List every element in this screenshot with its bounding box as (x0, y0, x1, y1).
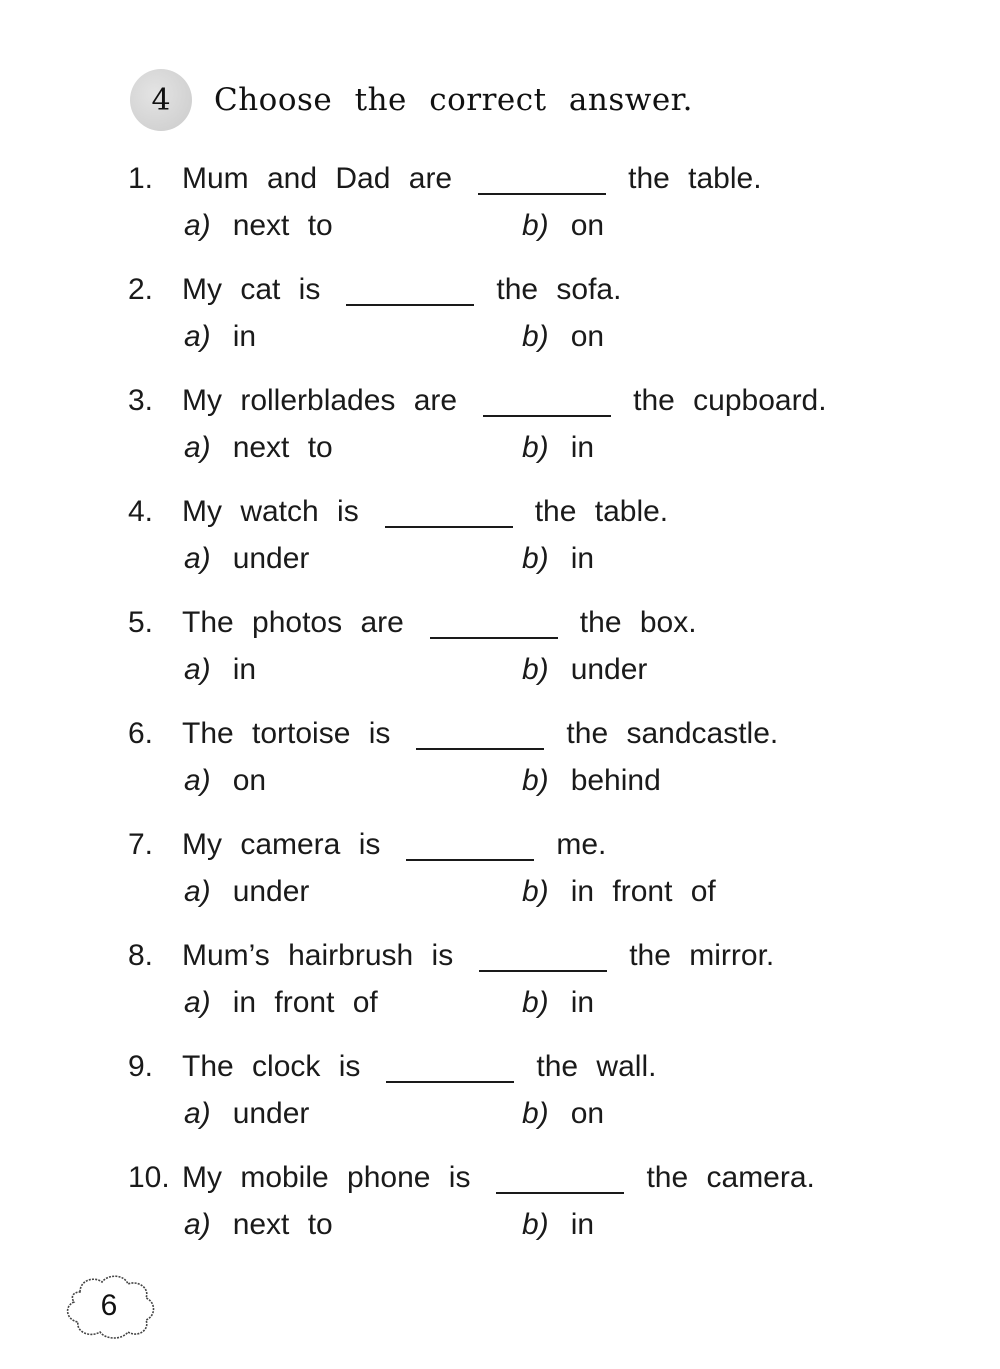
option-b[interactable] (522, 314, 604, 360)
question-number: 1. (128, 162, 154, 195)
question-text-after: the table. (628, 162, 762, 195)
answer-blank[interactable] (386, 1051, 514, 1083)
question-stem (128, 932, 774, 980)
question-text-before: The clock is (182, 1050, 361, 1083)
question-text-before: Mum and Dad are (182, 162, 453, 195)
question-number: 7. (128, 828, 154, 861)
option-text: under (232, 875, 310, 908)
option-text: behind (570, 764, 661, 797)
option-text: in (570, 542, 595, 575)
question-number: 4. (128, 495, 154, 528)
question-stem (128, 599, 697, 647)
option-b[interactable] (522, 536, 594, 582)
question-number: 5. (128, 606, 154, 639)
option-letter: a) (184, 875, 211, 908)
question-stem (128, 821, 606, 869)
exercise-number-badge: 4 (130, 69, 192, 131)
option-letter: b) (522, 764, 549, 797)
question-text-before: Mum’s hairbrush is (182, 939, 454, 972)
option-letter: b) (522, 1208, 549, 1241)
option-text: under (232, 1097, 310, 1130)
option-text: in (232, 653, 257, 686)
option-text: on (570, 320, 605, 353)
question-stem (128, 488, 668, 536)
option-letter: a) (184, 431, 211, 464)
option-letter: b) (522, 875, 549, 908)
question-list (128, 155, 928, 1265)
question-number: 2. (128, 273, 154, 306)
question-text-before: The photos are (182, 606, 404, 639)
question-stem (128, 266, 621, 314)
answer-blank[interactable] (483, 385, 611, 417)
option-letter: a) (184, 1208, 211, 1241)
option-letter: b) (522, 209, 549, 242)
option-letter: a) (184, 764, 211, 797)
answer-blank[interactable] (496, 1162, 624, 1194)
question-text-before: My camera is (182, 828, 381, 861)
option-a[interactable] (184, 869, 309, 915)
option-a[interactable] (184, 1091, 309, 1137)
question-text-after: the wall. (536, 1050, 657, 1083)
option-text: next to (232, 431, 333, 464)
option-letter: a) (184, 986, 211, 1019)
exercise-header (130, 68, 693, 132)
option-a[interactable] (184, 1202, 333, 1248)
question-stem (128, 1154, 815, 1202)
option-letter: a) (184, 653, 211, 686)
option-letter: b) (522, 986, 549, 1019)
option-b[interactable] (522, 647, 647, 693)
option-b[interactable] (522, 425, 594, 471)
option-text: under (232, 542, 310, 575)
option-text: next to (232, 1208, 333, 1241)
answer-blank[interactable] (346, 274, 474, 306)
question-item (128, 932, 928, 1043)
answer-blank[interactable] (479, 940, 607, 972)
question-item (128, 488, 928, 599)
option-letter: b) (522, 542, 549, 575)
question-text-after: me. (556, 828, 607, 861)
option-text: in front of (570, 875, 716, 908)
exercise-instruction: Choose the correct answer. (214, 82, 693, 118)
option-letter: b) (522, 653, 549, 686)
option-b[interactable] (522, 1202, 594, 1248)
question-stem (128, 155, 762, 203)
option-text: on (570, 1097, 605, 1130)
option-text: on (570, 209, 605, 242)
option-text: next to (232, 209, 333, 242)
answer-blank[interactable] (478, 163, 606, 195)
question-text-after: the camera. (646, 1161, 815, 1194)
question-text-after: the sandcastle. (566, 717, 779, 750)
question-item (128, 1154, 928, 1265)
question-item (128, 377, 928, 488)
question-text-before: My mobile phone is (182, 1161, 471, 1194)
option-letter: a) (184, 209, 211, 242)
question-item (128, 155, 928, 266)
option-a[interactable] (184, 647, 256, 693)
option-letter: a) (184, 542, 211, 575)
question-stem (128, 710, 778, 758)
question-text-after: the box. (579, 606, 697, 639)
question-number: 8. (128, 939, 154, 972)
question-number: 3. (128, 384, 154, 417)
page-number: 6 (100, 1289, 118, 1322)
question-text-after: the cupboard. (633, 384, 827, 417)
answer-blank[interactable] (406, 829, 534, 861)
question-item (128, 266, 928, 377)
answer-blank[interactable] (416, 718, 544, 750)
question-item (128, 710, 928, 821)
option-text: in front of (232, 986, 378, 1019)
answer-blank[interactable] (430, 607, 558, 639)
question-item (128, 1043, 928, 1154)
option-a[interactable] (184, 536, 309, 582)
question-item (128, 821, 928, 932)
option-b[interactable] (522, 758, 661, 804)
question-text-after: the sofa. (496, 273, 622, 306)
option-a[interactable] (184, 758, 266, 804)
question-stem (128, 377, 827, 425)
option-a[interactable] (184, 425, 333, 471)
option-text: in (232, 320, 257, 353)
option-b[interactable] (522, 869, 716, 915)
question-number: 6. (128, 717, 154, 750)
option-letter: b) (522, 1097, 549, 1130)
option-a[interactable] (184, 203, 333, 249)
option-text: on (232, 764, 267, 797)
question-text-before: The tortoise is (182, 717, 391, 750)
question-text-before: My rollerblades are (182, 384, 458, 417)
question-number: 9. (128, 1050, 154, 1083)
answer-blank[interactable] (385, 496, 513, 528)
page-number-cloud (58, 1270, 160, 1342)
option-text: under (570, 653, 648, 686)
option-letter: b) (522, 431, 549, 464)
question-text-after: the mirror. (629, 939, 775, 972)
question-number: 10. (128, 1161, 170, 1194)
option-b[interactable] (522, 203, 604, 249)
option-letter: a) (184, 1097, 211, 1130)
option-a[interactable] (184, 980, 378, 1026)
question-text-before: My watch is (182, 495, 359, 528)
question-item (128, 599, 928, 710)
option-b[interactable] (522, 980, 594, 1026)
option-a[interactable] (184, 314, 256, 360)
option-text: in (570, 431, 595, 464)
option-letter: a) (184, 320, 211, 353)
option-b[interactable] (522, 1091, 604, 1137)
question-stem (128, 1043, 656, 1091)
option-text: in (570, 1208, 595, 1241)
question-text-after: the table. (534, 495, 669, 528)
option-letter: b) (522, 320, 549, 353)
option-text: in (570, 986, 595, 1019)
question-text-before: My cat is (182, 273, 321, 306)
